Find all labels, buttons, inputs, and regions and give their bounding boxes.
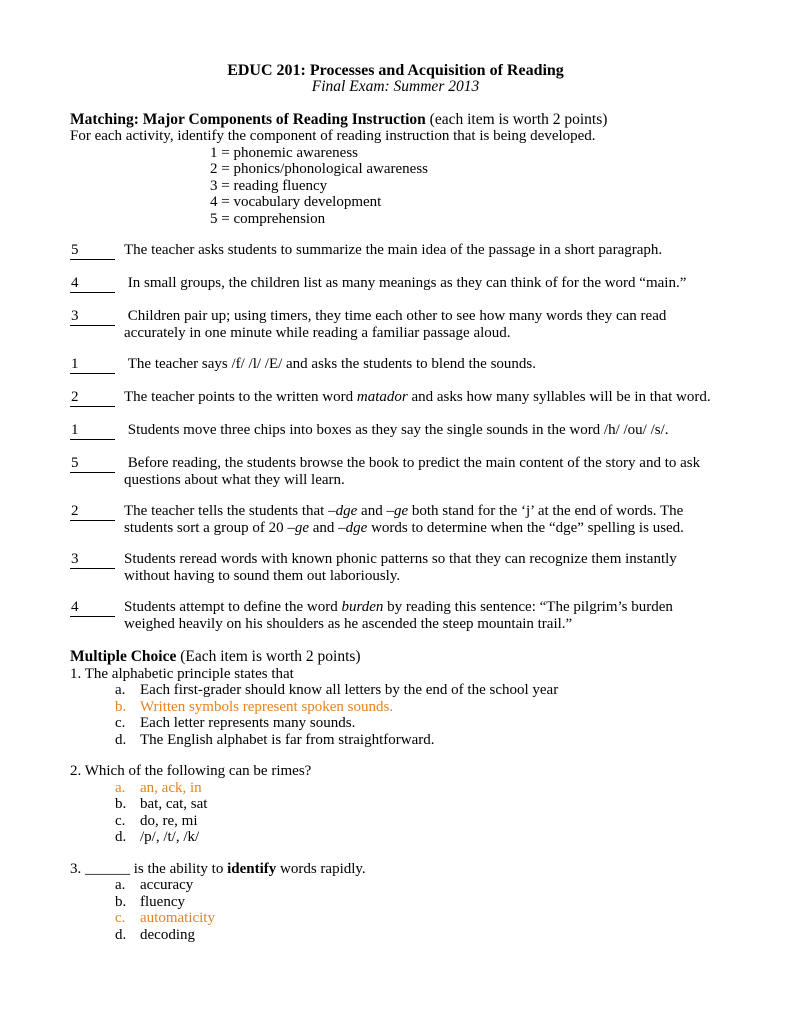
matching-item-text: The teacher asks students to summarize the main idea of the passage in a short paragraph. xyxy=(124,242,663,258)
mc-option-letter: c. xyxy=(115,715,126,731)
mc-option-letter: d. xyxy=(115,731,127,748)
mc-section-heading xyxy=(70,649,721,666)
mc-option-text: Written symbols represent spoken sounds. xyxy=(140,698,394,715)
exam-subtitle: Final Exam: Summer 2013 xyxy=(311,78,480,95)
mc-option-letter: b. xyxy=(115,698,127,715)
mc-option-letter: d. xyxy=(115,926,127,943)
mc-option[interactable] xyxy=(115,829,721,846)
matching-answer-blank[interactable]: 4 xyxy=(70,599,115,617)
matching-answer-blank[interactable]: 3 xyxy=(70,551,115,569)
mc-option[interactable] xyxy=(115,780,721,797)
mc-questions xyxy=(70,666,721,944)
mc-option-text: fluency xyxy=(140,893,185,910)
matching-item-text: Students move three chips into boxes as they say the single sounds in the word /h/ /ou/ /s/. xyxy=(124,422,669,438)
mc-options xyxy=(115,682,721,748)
mc-option-letter: b. xyxy=(115,893,127,910)
mc-option[interactable] xyxy=(115,910,721,927)
matching-item xyxy=(70,275,721,293)
matching-key-list xyxy=(210,145,721,228)
matching-instructions: For each activity, identify the component of reading instruction that is being developed. xyxy=(70,128,596,144)
matching-item-text: The teacher says /f/ /l/ /E/ and asks the students to blend the sounds. xyxy=(124,356,537,372)
mc-option[interactable] xyxy=(115,699,721,716)
mc-option-text: an, ack, in xyxy=(140,779,202,796)
mc-question-prompt: 1. The alphabetic principle states that xyxy=(70,665,294,682)
mc-option[interactable] xyxy=(115,894,721,911)
mc-option[interactable] xyxy=(115,682,721,699)
matching-answer-blank[interactable]: 1 xyxy=(70,356,115,374)
mc-option-text: The English alphabet is far from straightforward. xyxy=(140,731,435,748)
matching-item xyxy=(70,242,721,260)
mc-option-letter: b. xyxy=(115,796,127,812)
mc-question xyxy=(70,861,721,944)
exam-title: EDUC 201: Processes and Acquisition of Reading xyxy=(227,62,564,79)
matching-key-item: 4 = vocabulary development xyxy=(210,194,382,210)
matching-item-text: Students attempt to define the word burden by reading this sentence: “The pilgrim’s burden weighed heavily on his shoulders as he ascended the steep mountain trail.” xyxy=(124,599,677,632)
matching-section-heading xyxy=(70,112,721,129)
matching-item-text: Children pair up; using timers, they time each other to see how many words they can read accurately in one minute while reading a familiar passage aloud. xyxy=(124,308,671,341)
mc-option-letter: c. xyxy=(115,910,126,926)
mc-question-prompt: 3. ______ is the ability to identify words rapidly. xyxy=(70,860,366,877)
matching-answer-blank[interactable]: 2 xyxy=(70,389,115,407)
mc-option-text: accuracy xyxy=(140,877,194,893)
mc-option-text: automaticity xyxy=(140,910,215,926)
mc-option-text: Each first-grader should know all letters by the end of the school year xyxy=(140,682,559,698)
mc-question-prompt: 2. Which of the following can be rimes? xyxy=(70,763,312,779)
matching-items xyxy=(70,242,721,632)
mc-question xyxy=(70,763,721,846)
matching-item-text: In small groups, the children list as many meanings as they can think of for the word “main.” xyxy=(124,275,687,291)
matching-item-text: Before reading, the students browse the book to predict the main content of the story and to ask questions about what they will learn. xyxy=(124,455,704,488)
matching-item-text: The teacher tells the students that –dge and –ge both stand for the ‘j’ at the end of words. The students sort a group of 20 –ge and –dge words to determine when the “dge” spelling is used. xyxy=(124,503,688,536)
matching-key-item: 3 = reading fluency xyxy=(210,177,328,194)
matching-answer-blank[interactable]: 2 xyxy=(70,503,115,521)
matching-answer-blank[interactable]: 4 xyxy=(70,275,115,293)
mc-option-letter: c. xyxy=(115,812,126,829)
mc-heading-bold: Multiple Choice xyxy=(70,648,177,665)
mc-question xyxy=(70,666,721,749)
mc-option[interactable] xyxy=(115,927,721,944)
matching-item xyxy=(70,308,721,341)
matching-item xyxy=(70,356,721,374)
mc-option-text: decoding xyxy=(140,926,195,943)
mc-option-text: do, re, mi xyxy=(140,812,198,829)
mc-option-letter: a. xyxy=(115,877,126,893)
mc-option-text: Each letter represents many sounds. xyxy=(140,715,356,731)
mc-option-letter: d. xyxy=(115,829,127,845)
mc-option-letter: a. xyxy=(115,779,126,796)
matching-item xyxy=(70,599,721,632)
matching-answer-blank[interactable]: 5 xyxy=(70,242,115,260)
matching-item-text: The teacher points to the written word matador and asks how many syllables will be in that word. xyxy=(124,389,711,405)
matching-heading-points: (each item is worth 2 points) xyxy=(425,110,608,128)
mc-option[interactable] xyxy=(115,732,721,749)
matching-item xyxy=(70,422,721,440)
matching-item xyxy=(70,455,721,488)
matching-item xyxy=(70,389,721,407)
mc-option[interactable] xyxy=(115,877,721,894)
matching-item xyxy=(70,503,721,536)
mc-option-text: /p/, /t/, /k/ xyxy=(140,829,200,845)
matching-key-item: 2 = phonics/phonological awareness xyxy=(210,161,428,177)
matching-answer-blank[interactable]: 3 xyxy=(70,308,115,326)
mc-heading-points: (Each item is worth 2 points) xyxy=(176,648,361,665)
mc-options xyxy=(115,780,721,846)
mc-option[interactable] xyxy=(115,813,721,830)
mc-options xyxy=(115,877,721,943)
mc-option[interactable] xyxy=(115,715,721,732)
mc-option-text: bat, cat, sat xyxy=(140,796,208,812)
matching-item xyxy=(70,551,721,584)
matching-answer-blank[interactable]: 1 xyxy=(70,422,115,440)
matching-key-item: 5 = comprehension xyxy=(210,210,326,227)
mc-option-letter: a. xyxy=(115,682,126,698)
mc-option[interactable] xyxy=(115,796,721,813)
matching-answer-blank[interactable]: 5 xyxy=(70,455,115,473)
matching-key-item: 1 = phonemic awareness xyxy=(210,144,358,161)
matching-heading-bold: Matching: Major Components of Reading Instruction xyxy=(70,110,426,128)
matching-item-text: Students reread words with known phonic patterns so that they can recognize them instantly without having to sound them out laboriously. xyxy=(124,551,681,584)
